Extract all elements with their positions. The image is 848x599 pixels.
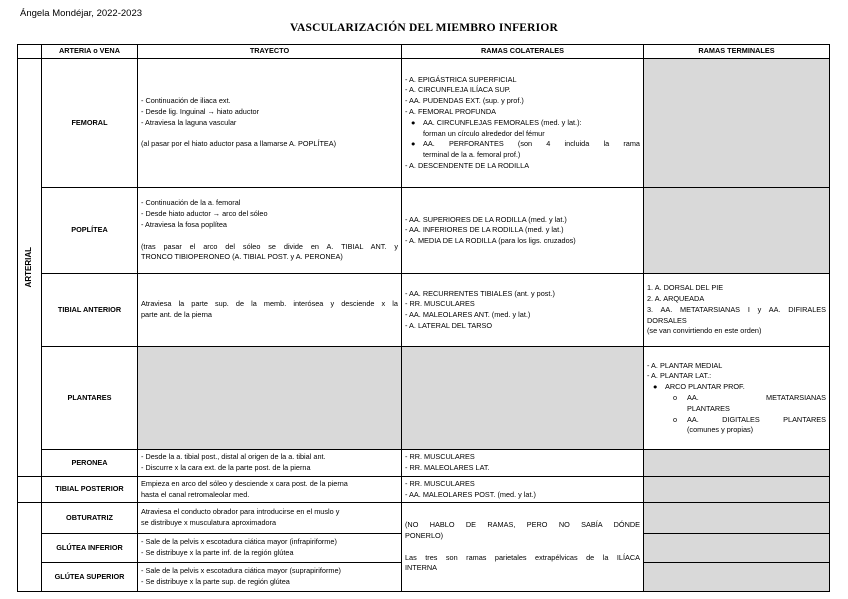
artery-name-glutea-superior: GLÚTEA SUPERIOR — [42, 563, 138, 592]
terminal-tibial-anterior — [644, 274, 830, 347]
author-line: Ángela Mondéjar, 2022-2023 — [20, 8, 143, 19]
group-blank-cell — [18, 503, 42, 592]
row-femoral — [18, 59, 830, 188]
collateral-line: - A. LATERAL DEL TARSO — [405, 321, 493, 330]
bullet-text: AA. CIRCUNFLEJAS FEMORALES (med. y lat.): — [423, 117, 582, 127]
route-line: hasta el canal retromaleolar med. — [141, 489, 250, 499]
artery-name-tibial-posterior: TIBIAL POSTERIOR — [42, 476, 138, 502]
collateral-line: - AA. RECURRENTES TIBIALES (ant. y post.) — [405, 288, 555, 298]
route-line: - Desde la a. tibial post., distal al origen de la a. tibial ant. — [141, 452, 326, 462]
route-note: (tras pasar el arco del sóleo se divide en A. TIBIAL ANT. y — [141, 241, 398, 251]
collateral-line: - A. MEDIA DE LA RODILLA (para los ligs. cruzados) — [405, 236, 576, 246]
sub-bullet-text: AA. DIGITALES PLANTARES — [687, 414, 826, 424]
route-line: - Continuación de iliaca ext. — [141, 96, 231, 106]
artery-name-plantares: PLANTARES — [42, 347, 138, 450]
collateral-line: - RR. MUSCULARES — [405, 299, 475, 309]
route-note: (al pasar por el hiato aductor pasa a llamarse A. POPLÍTEA) — [141, 139, 337, 149]
sub-bullet-item — [647, 393, 826, 404]
route-line: - Sale de la pelvis x escotadura ciática mayor (suprapiriforme) — [141, 566, 341, 576]
header-blank-cell — [18, 45, 42, 59]
bullet-item — [405, 118, 640, 129]
circle-bullet-icon: o — [673, 392, 678, 402]
circle-bullet-icon: o — [673, 414, 678, 424]
route-obturatriz — [138, 503, 402, 534]
terminal-line: DORSALES — [647, 315, 687, 325]
collateral-poplitea — [402, 188, 644, 274]
collateral-note: (NO HABLO DE RAMAS, PERO NO SABÍA DÓNDE — [405, 520, 640, 530]
route-line: se distribuye x musculatura aproximadora — [141, 518, 277, 528]
collateral-line: - RR. MUSCULARES — [405, 452, 475, 462]
header-artery: ARTERIA o VENA — [42, 45, 138, 59]
route-line: - Se distribuye x la parte inf. de la región glútea — [141, 548, 294, 558]
arterial-group-label: ARTERIAL — [24, 247, 34, 288]
route-tibial-anterior — [138, 274, 402, 347]
collateral-line: - AA. MALEOLARES ANT. (med. y lat.) — [405, 310, 531, 320]
bullet-dot-icon: ● — [411, 117, 416, 127]
terminal-line: 1. A. DORSAL DEL PIE — [647, 283, 724, 293]
collateral-note: PONERLO) — [405, 530, 444, 540]
route-line: Atraviesa la parte sup. de la memb. interósea y desciende x la — [141, 299, 398, 309]
row-plantares — [18, 347, 830, 450]
route-line: - Atraviesa la laguna vascular — [141, 117, 237, 127]
sub-bullet-text: AA. METATARSIANAS — [687, 392, 826, 402]
artery-name-poplitea: POPLÍTEA — [42, 188, 138, 274]
terminal-line: 3. AA. METATARSIANAS I y AA. DIFIRALES — [647, 304, 826, 314]
document-title: VASCULARIZACIÓN DEL MIEMBRO INFERIOR — [289, 22, 558, 34]
artery-name-femoral: FEMORAL — [42, 59, 138, 188]
terminal-line: - A. PLANTAR LAT.: — [647, 371, 712, 381]
artery-name-glutea-inferior: GLÚTEA INFERIOR — [42, 533, 138, 563]
terminal-obturatriz-empty — [644, 503, 830, 534]
collateral-note: Las tres son ramas parietales extrapélvicas de la ILÍACA — [405, 552, 640, 562]
row-obturatriz — [18, 503, 830, 534]
header-terminal: RAMAS TERMINALES — [644, 45, 830, 59]
route-plantares-empty — [138, 347, 402, 450]
collateral-line: - AA. INFERIORES DE LA RODILLA (med. y lat.) — [405, 225, 564, 235]
artery-name-obturatriz: OBTURATRIZ — [42, 503, 138, 534]
terminal-glutea-superior-empty — [644, 563, 830, 592]
group-blank-cell — [18, 476, 42, 502]
vascularization-table — [17, 44, 830, 592]
route-line: - Desde hiato aductor → arco del sóleo — [141, 209, 268, 219]
route-line: - Desde lig. Inguinal → hiato aductor — [141, 107, 260, 117]
header-route: TRAYECTO — [138, 45, 402, 59]
header-collateral: RAMAS COLATERALES — [402, 45, 644, 59]
terminal-peronea-empty — [644, 450, 830, 476]
collateral-femoral — [402, 59, 644, 188]
collateral-line: - AA. MALEOLARES POST. (med. y lat.) — [405, 489, 536, 499]
bullet-item — [647, 382, 826, 393]
sub-bullet-continuation: PLANTARES — [687, 403, 730, 413]
bullet-dot-icon: ● — [411, 139, 416, 149]
sub-bullet-item — [647, 415, 826, 426]
route-poplitea — [138, 188, 402, 274]
collateral-line: - AA. PUDENDAS EXT. (sup. y prof.) — [405, 96, 524, 106]
collateral-peronea — [402, 450, 644, 476]
collateral-line: - RR. MALEOLARES LAT. — [405, 463, 490, 473]
terminal-poplitea-empty — [644, 188, 830, 274]
route-line: Atraviesa el conducto obrador para introducirse en el muslo y — [141, 507, 340, 517]
collateral-tibial-posterior — [402, 476, 644, 502]
terminal-tibial-posterior-empty — [644, 476, 830, 502]
route-line: parte ant. de la pierna — [141, 310, 212, 320]
bullet-dot-icon: ● — [653, 382, 658, 392]
collateral-line: - A. EPIGÁSTRICA SUPERFICIAL — [405, 74, 517, 84]
terminal-glutea-inferior-empty — [644, 533, 830, 563]
bullet-text: AA. PERFORANTES (son 4 incluida la rama — [423, 139, 640, 149]
terminal-note: (se van convirtiendo en este orden) — [647, 326, 762, 336]
row-tibial-anterior — [18, 274, 830, 347]
arterial-group-cell — [18, 59, 42, 477]
bullet-item — [405, 139, 640, 150]
route-glutea-superior — [138, 563, 402, 592]
header-row — [18, 45, 830, 59]
terminal-plantares — [644, 347, 830, 450]
collateral-line: - A. DESCENDENTE DE LA RODILLA — [405, 161, 530, 170]
route-tibial-posterior — [138, 476, 402, 502]
route-line: - Discurre x la cara ext. de la parte post. de la pierna — [141, 463, 311, 473]
collateral-pelvic-merged — [402, 503, 644, 592]
bullet-continuation: forman un círculo alrededor del fémur — [423, 128, 545, 138]
route-line: - Sale de la pelvis x escotadura ciática mayor (infrapiriforme) — [141, 537, 337, 547]
artery-name-peronea: PERONEA — [42, 450, 138, 476]
collateral-line: - A. CIRCUNFLEJA ILÍACA SUP. — [405, 85, 511, 95]
route-line: - Continuación de la a. femoral — [141, 198, 241, 208]
bullet-continuation: terminal de la a. femoral prof.) — [423, 150, 521, 160]
terminal-line: 2. A. ARQUEADA — [647, 294, 705, 303]
route-femoral — [138, 59, 402, 188]
row-tibial-posterior — [18, 476, 830, 502]
collateral-tibial-anterior — [402, 274, 644, 347]
collateral-note: INTERNA — [405, 563, 438, 573]
route-note: TRONCO TIBIOPERONEO (A. TIBIAL POST. y A. PERONEA) — [141, 252, 343, 262]
terminal-line: - A. PLANTAR MEDIAL — [647, 360, 723, 370]
route-glutea-inferior — [138, 533, 402, 563]
row-peronea — [18, 450, 830, 476]
row-poplitea — [18, 188, 830, 274]
bullet-text: ARCO PLANTAR PROF. — [665, 382, 745, 392]
route-line: Empieza en arco del sóleo y desciende x cara post. de la pierna — [141, 478, 348, 488]
collateral-line: - A. FEMORAL PROFUNDA — [405, 107, 496, 117]
collateral-line: - AA. SUPERIORES DE LA RODILLA (med. y lat.) — [405, 214, 567, 224]
route-line: - Atraviesa la fosa poplítea — [141, 219, 227, 229]
route-peronea — [138, 450, 402, 476]
route-line: - Se distribuye x la parte sup. de región glútea — [141, 577, 290, 587]
collateral-plantares-empty — [402, 347, 644, 450]
artery-name-tibial-anterior: TIBIAL ANTERIOR — [42, 274, 138, 347]
terminal-femoral-empty — [644, 59, 830, 188]
collateral-line: - RR. MUSCULARES — [405, 478, 475, 488]
sub-bullet-continuation: (comunes y propias) — [687, 425, 754, 435]
